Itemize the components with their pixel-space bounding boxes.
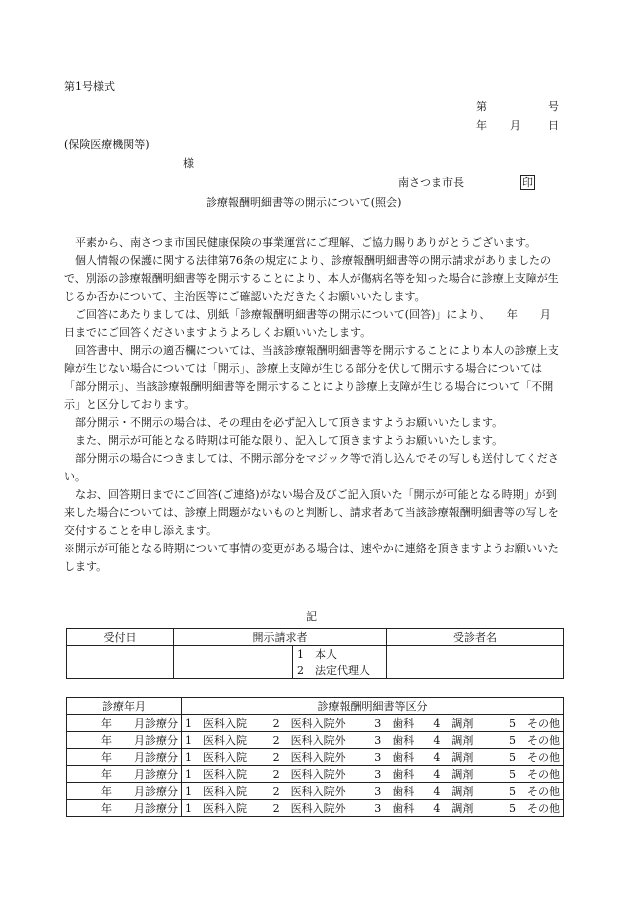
category-medical-inpatient[interactable]: 1 医科入院 [182,715,270,732]
requester-table [66,628,564,679]
patient-name-cell[interactable] [387,646,564,679]
category-pharmacy[interactable]: 4 調剤 [430,732,489,749]
sender: 南さつま市長 [398,176,464,189]
paragraph-7: 部分開示の場合につきましては、不開示部分をマジック等で消し込んでその写しも送付してください。 [64,452,559,483]
category-medical-inpatient[interactable]: 1 医科入院 [182,783,270,800]
category-dental[interactable]: 3 歯科 [371,732,430,749]
claim-type-table [66,697,564,817]
received-date-cell[interactable] [67,646,174,679]
treatment-month[interactable]: 年 月診療分 [67,783,182,800]
paragraph-5: 部分開示・不開示の場合は、その理由を必ず記入して頂きますようお願いいたします。 [75,416,504,429]
category-pharmacy[interactable]: 4 調剤 [430,715,489,732]
table-row [67,783,564,800]
form-number: 第1号様式 [64,80,115,93]
category-other[interactable]: 5 その他 [490,749,564,766]
paragraph-2: 個人情報の保護に関する法律第76条の規定により、診療報酬明細書等の開示請求がありましたので、別添の診療報酬明細書等を開示することにより、本人が傷病名等を知った場合に診療上支障が生じるか否かについて、主治医等にご確認いただきたくお願いいたします。 [64,254,559,303]
treatment-month[interactable]: 年 月診療分 [67,766,182,783]
category-medical-outpatient[interactable]: 2 医科入院外 [270,800,372,817]
paragraph-3: ご回答にあたりましては、別紙「診療報酬明細書等の開示について(回答)」により、 年 月 日までにご回答くださいますようよろしくお願いいたします。 [64,308,573,339]
category-medical-inpatient[interactable]: 1 医科入院 [182,732,270,749]
category-medical-outpatient[interactable]: 2 医科入院外 [270,783,372,800]
category-dental[interactable]: 3 歯科 [371,766,430,783]
header-requester: 開示請求者 [174,629,387,646]
header-received-date: 受付日 [67,629,174,646]
ki-heading: 記 [306,610,317,623]
category-medical-outpatient[interactable]: 2 医科入院外 [270,749,372,766]
seal: 印 [522,176,533,189]
header-claim-category: 診療報酬明細書等区分 [182,698,564,715]
paragraph-8: なお、回答期日までにご回答(ご連絡)がない場合及びご記入頂いた「開示が可能となる時期」が到来した場合については、診療上問題がないものと判断し、請求者あて当該診療報酬明細書等の写しを交付することを申し添えます。 [64,488,559,537]
category-other[interactable]: 5 その他 [490,783,564,800]
table-row [67,800,564,817]
category-medical-inpatient[interactable]: 1 医科入院 [182,800,270,817]
note: ※開示が可能となる時期について事情の変更がある場合は、速やかに連絡を頂きますようお願いいたします。 [64,542,559,573]
table-row [67,766,564,783]
date-month: 月 [510,119,521,132]
date-year: 年 [476,119,487,132]
category-medical-outpatient[interactable]: 2 医科入院外 [270,715,372,732]
category-dental[interactable]: 3 歯科 [371,800,430,817]
doc-number-go: 号 [548,100,559,113]
category-other[interactable]: 5 その他 [490,732,564,749]
category-pharmacy[interactable]: 4 調剤 [430,766,489,783]
table-row [67,749,564,766]
category-medical-inpatient[interactable]: 1 医科入院 [182,749,270,766]
category-dental[interactable]: 3 歯科 [371,715,430,732]
category-pharmacy[interactable]: 4 調剤 [430,749,489,766]
doc-number-dai: 第 [476,100,487,113]
category-other[interactable]: 5 その他 [490,766,564,783]
treatment-month[interactable]: 年 月診療分 [67,732,182,749]
seal-stamp [520,175,535,190]
paragraph-6: また、開示が可能となる時期は可能な限り、記入して頂きますようお願いいたします。 [75,434,504,447]
category-pharmacy[interactable]: 4 調剤 [430,783,489,800]
treatment-month[interactable]: 年 月診療分 [67,800,182,817]
category-other[interactable]: 5 その他 [490,800,564,817]
table-row [67,715,564,732]
date-day: 日 [548,119,559,132]
category-medical-outpatient[interactable]: 2 医科入院外 [270,732,372,749]
category-dental[interactable]: 3 歯科 [371,783,430,800]
category-medical-outpatient[interactable]: 2 医科入院外 [270,766,372,783]
category-other[interactable]: 5 その他 [490,715,564,732]
paragraph-4: 回答書中、開示の適否欄については、当該診療報酬明細書等を開示することにより本人の診療上支障が生じない場合については「開示」、診療上支障が生じる部分を伏して開示する場合については「部分開示」、当該診療報酬明細書等を開示することにより診療上支障が生じる場合について「不開示」と区分しております。 [64,344,559,411]
treatment-month[interactable]: 年 月診療分 [67,749,182,766]
document-title: 診療報酬明細書等の開示について(照会) [206,196,402,209]
header-treatment-month: 診療年月 [67,698,182,715]
option-self[interactable]: 1 本人 [293,646,387,663]
recipient-sama: 様 [183,157,194,170]
requester-blank-cell [174,646,293,679]
category-pharmacy[interactable]: 4 調剤 [430,800,489,817]
body-paragraphs [64,234,573,576]
category-medical-inpatient[interactable]: 1 医科入院 [182,766,270,783]
table-row [67,732,564,749]
header-patient-name: 受診者名 [387,629,564,646]
paragraph-1: 平素から、南さつま市国民健康保険の事業運営にご理解、ご協力賜りありがとうございます。 [75,236,537,249]
category-dental[interactable]: 3 歯科 [371,749,430,766]
option-legal-rep[interactable]: 2 法定代理人 [293,662,387,679]
recipient-org: (保険医療機関等) [64,138,150,151]
treatment-month[interactable]: 年 月診療分 [67,715,182,732]
